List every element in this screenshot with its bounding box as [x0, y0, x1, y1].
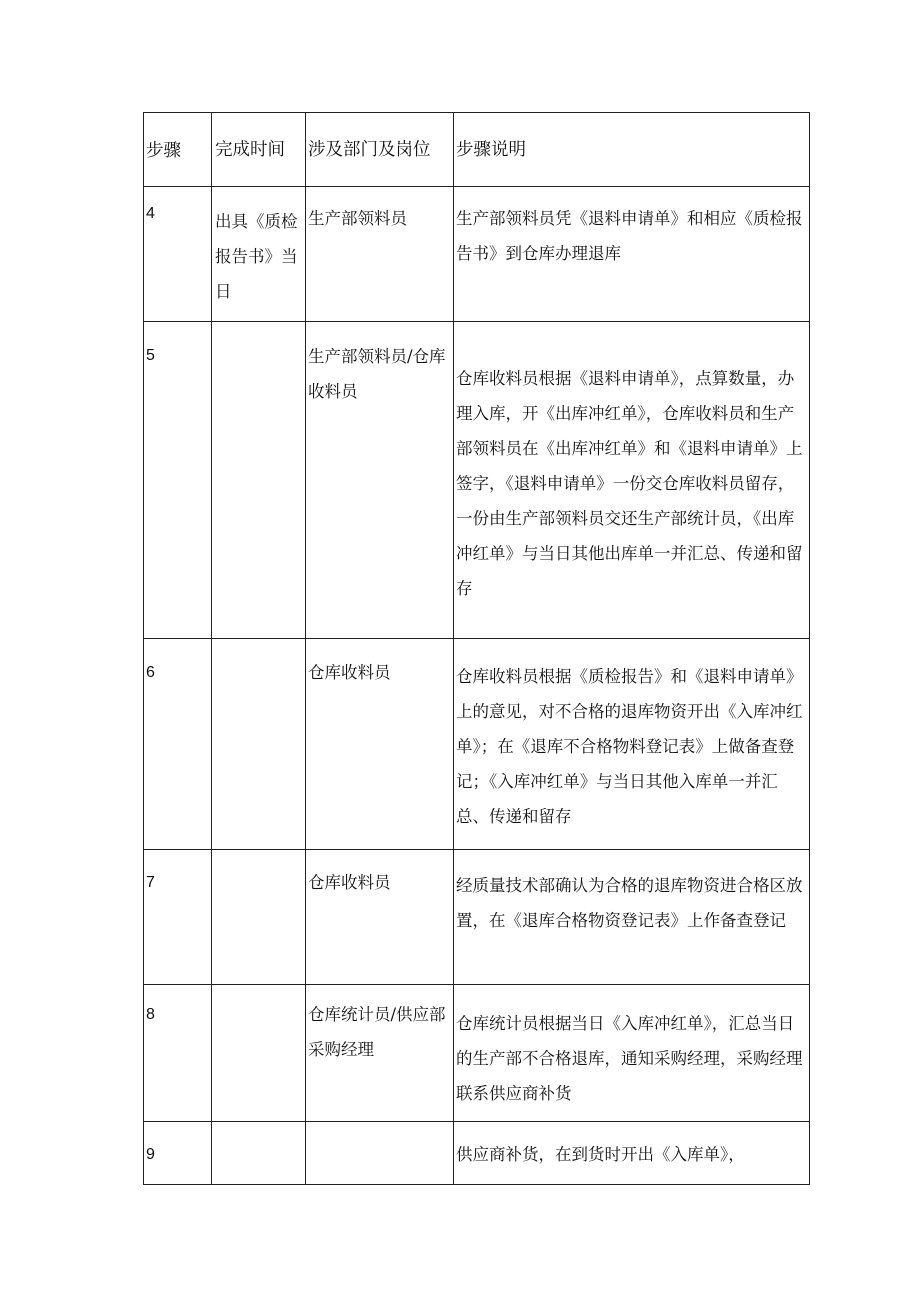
step-description: 生产部领料员凭《退料申请单》和相应《质检报告书》到仓库办理退库: [456, 209, 803, 263]
department-role: 生产部领料员/仓库收料员: [308, 347, 446, 401]
step-cell: [144, 985, 212, 1122]
time-cell: [212, 322, 306, 639]
header-dept: 涉及部门及岗位: [308, 140, 431, 160]
dept-cell: [306, 322, 454, 639]
header-cell-time: [212, 113, 306, 187]
step-cell: [144, 639, 212, 850]
time-cell: [212, 1122, 306, 1185]
department-role: [306, 1122, 453, 1137]
completion-time: [212, 1122, 305, 1137]
header-step: 步骤: [146, 140, 181, 160]
step-number: 6: [146, 664, 155, 681]
dept-cell: [306, 187, 454, 322]
time-cell: [212, 639, 306, 850]
completion-time: 出具《质检报告书》当日: [215, 212, 298, 301]
header-desc: 步骤说明: [456, 140, 526, 160]
dept-cell: [306, 985, 454, 1122]
table-row: [144, 850, 810, 985]
step-cell: [144, 322, 212, 639]
desc-cell: [454, 322, 810, 639]
desc-cell: [454, 1122, 810, 1185]
completion-time: [212, 985, 305, 997]
department-role: 生产部领料员: [308, 209, 407, 228]
table-row: [144, 187, 810, 322]
step-description: 供应商补货，在到货时开出《入库单》，: [456, 1145, 745, 1164]
department-role: 仓库收料员: [308, 873, 391, 892]
procedure-steps-table: [143, 112, 810, 1185]
dept-cell: [306, 1122, 454, 1185]
desc-cell: [454, 187, 810, 322]
step-number: 9: [146, 1146, 155, 1163]
header-cell-step: [144, 113, 212, 187]
time-cell: [212, 985, 306, 1122]
step-number: 4: [146, 205, 155, 222]
table-row: [144, 322, 810, 639]
step-description: 仓库收料员根据《退料申请单》，点算数量，办理入库，开《出库冲红单》，仓库收料员和生产部领料员在《出库冲红单》和《退料申请单》上签字，《退料申请单》一份交仓库收料员留存，一份由生产部领料员交还生产部统计员，《出库冲红单》与当日其他出库单一并汇总、传递和留存: [456, 369, 803, 598]
step-description: 经质量技术部确认为合格的退库物资进合格区放置，在《退库合格物资登记表》上作备查登记: [456, 876, 803, 930]
step-cell: [144, 850, 212, 985]
table-row: [144, 985, 810, 1122]
header-cell-dept: [306, 113, 454, 187]
step-description: 仓库统计员根据当日《入库冲红单》，汇总当日的生产部不合格退库，通知采购经理，采购经理联系供应商补货: [456, 1014, 803, 1103]
completion-time: [212, 639, 305, 655]
time-cell: [212, 187, 306, 322]
step-cell: [144, 187, 212, 322]
desc-cell: [454, 985, 810, 1122]
step-description: 仓库收料员根据《质检报告》和《退料申请单》上的意见，对不合格的退库物资开出《入库冲红单》；在《退库不合格物料登记表》上做备查登记；《入库冲红单》与当日其他入库单一并汇总、传递和留存: [456, 667, 803, 826]
step-number: 8: [146, 1006, 155, 1023]
step-number: 5: [146, 347, 155, 364]
header-cell-desc: [454, 113, 810, 187]
table-header-row: [144, 113, 810, 187]
step-cell: [144, 1122, 212, 1185]
dept-cell: [306, 850, 454, 985]
time-cell: [212, 850, 306, 985]
desc-cell: [454, 850, 810, 985]
table-row: [144, 1122, 810, 1185]
header-time: 完成时间: [215, 140, 285, 160]
completion-time: [212, 850, 305, 865]
table-row: [144, 639, 810, 850]
step-number: 7: [146, 874, 155, 891]
department-role: 仓库收料员: [308, 663, 391, 682]
department-role: 仓库统计员/供应部采购经理: [308, 1005, 446, 1059]
dept-cell: [306, 639, 454, 850]
desc-cell: [454, 639, 810, 850]
